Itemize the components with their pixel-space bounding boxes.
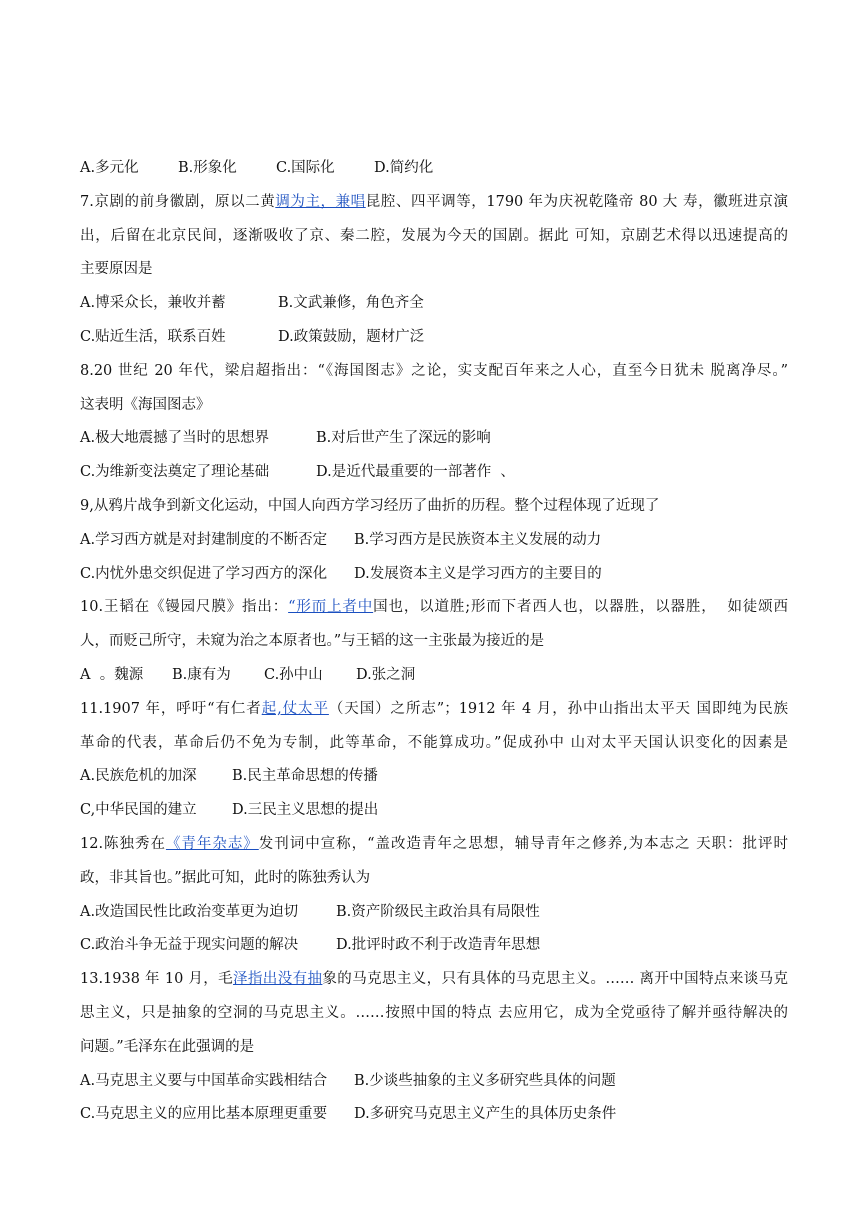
q6-option-c: C.国际化	[276, 160, 335, 176]
q11-stem-line-2: 革命的代表，革命后仍不免为专制，此等革命，不能算成功。”促成孙中 山对太平天国认识变化的因素是	[80, 734, 788, 751]
q12-link[interactable]: 《青年杂志》	[165, 835, 259, 852]
exam-page	[80, 152, 788, 1132]
q11-option-d: D.三民主义思想的提出	[232, 802, 379, 819]
q7-options-row-2	[80, 321, 788, 355]
q9-stem-line-1: 9,从鸦片战争到新文化运动，中国人向西方学习经历了曲折的历程。整个过程体现了近现了	[80, 497, 660, 514]
q13-option-d: D.多研究马克思主义产生的具体历史条件	[354, 1106, 617, 1123]
q6-option-d: D.简约化	[374, 160, 434, 176]
q10-options	[80, 659, 788, 693]
q10-option-c: C.孙中山	[264, 666, 323, 683]
q12-option-b: B.资产阶级民主政治具有局限性	[336, 903, 540, 920]
q11-option-a: A.民族危机的加深	[80, 768, 197, 785]
q11-options-row-2	[80, 794, 788, 828]
q7-stem-line-1	[80, 186, 788, 220]
q10-stem-line-2: 人，而贬己所守，未窥为治之本原者也。”与王韬的这一主张最为接近的是	[80, 633, 545, 650]
q7-option-c: C.贴近生活，联系百姓	[80, 328, 226, 345]
q9-options-row-2	[80, 558, 788, 592]
q10-stem-text-b: 国也，以道胜;形而下者西人也，以器胜，以器胜， 如徒颂西	[373, 599, 789, 616]
q11-options-row-1	[80, 760, 788, 794]
q13-options-row-2	[80, 1098, 788, 1132]
q13-option-b: B.少谈些抽象的主义多研究些具体的问题	[354, 1072, 616, 1089]
q9-option-a: A.学习西方就是对封建制度的不断否定	[80, 531, 328, 548]
q6-option-a: A.多元化	[80, 160, 139, 176]
q10-link[interactable]: “形而上者中	[288, 599, 374, 616]
q10-option-a: A 。魏源	[80, 666, 144, 683]
q7-link[interactable]: 调为主，兼唱	[275, 193, 366, 210]
q9-option-b: B.学习西方是民族资本主义发展的动力	[354, 531, 602, 548]
q7-options-row-1	[80, 287, 788, 321]
q8-stem-line-1: 8.20 世纪 20 年代，梁启超指出：“《海国图志》之论，实支配百年来之人心，直至今日犹未 脱离净尽。”	[80, 362, 788, 379]
q7-stem-text-a: 7.京剧的前身徽剧，原以二黄	[80, 193, 276, 210]
q9-options-row-1	[80, 524, 788, 558]
q11-option-c: C,中华民国的建立	[80, 802, 197, 819]
q9-option-c: C.内忧外患交织促进了学习西方的深化	[80, 565, 328, 582]
q12-option-c: C.政治斗争无益于现实问题的解决	[80, 937, 299, 954]
q7-stem-text-b: 昆腔、四平调等，1790 年为庆祝乾隆帝 80 大 寿，徽班进京演	[365, 193, 788, 210]
q8-options-row-1	[80, 422, 788, 456]
q6-option-b: B.形象化	[178, 160, 237, 176]
q7-stem-line-3: 主要原因是	[80, 261, 153, 278]
q10-stem-line-1	[80, 591, 788, 625]
q13-stem-text-a: 13.1938 年 10 月，毛	[80, 971, 234, 988]
q10-option-d: D.张之洞	[356, 666, 416, 683]
q12-option-a: A.改造国民性比政治变革更为迫切	[80, 903, 299, 920]
q13-option-c: C.马克思主义的应用比基本原理更重要	[80, 1106, 328, 1123]
q8-option-b: B.对后世产生了深远的影响	[316, 430, 491, 447]
q13-option-a: A.马克思主义要与中国革命实践相结合	[80, 1072, 328, 1089]
q11-stem-line-1	[80, 693, 788, 727]
q7-option-b: B.文武兼修，角色齐全	[278, 295, 424, 312]
q11-option-b: B.民主革命思想的传播	[232, 768, 378, 785]
q13-stem-line-2: 思主义，只是抽象的空洞的马克思主义。……按照中国的特点 去应用它，成为全党亟待了解并亟待解决的	[80, 1004, 788, 1021]
q11-stem-text-a: 11.1907 年，呼吁“有仁者	[80, 700, 262, 717]
q12-options-row-2	[80, 929, 788, 963]
q7-stem-line-2: 出，后留在北京民间，逐渐吸收了京、秦二腔，发展为今天的国剧。据此 可知，京剧艺术得以迅速提高的	[80, 227, 788, 244]
q13-stem-line-3: 问题。”毛泽东在此强调的是	[80, 1038, 255, 1055]
q13-stem-text-b: 象的马克思主义，只有具体的马克思主义。…… 离开中国特点来谈马克	[322, 971, 789, 988]
q12-stem-line-1	[80, 828, 788, 862]
q13-options-row-1	[80, 1065, 788, 1099]
q8-option-d: D.是近代最重要的一部著作 、	[316, 464, 515, 481]
q12-option-d: D.批评时政不利于改造青年思想	[336, 937, 541, 954]
q10-stem-text-a: 10.王韬在《镘园尺膜》指出：	[80, 599, 289, 616]
q13-stem-line-1	[80, 963, 788, 997]
q12-options-row-1	[80, 896, 788, 930]
q8-option-a: A.极大地震撼了当时的思想界	[80, 430, 270, 447]
q12-stem-text-a: 12.陈独秀在	[80, 835, 166, 852]
q12-stem-text-b: 发刊词中宣称，“盖改造青年之思想，辅导青年之修养,为本志之 天职：批评时	[258, 835, 788, 852]
q9-option-d: D.发展资本主义是学习西方的主要目的	[354, 565, 602, 582]
q6-options	[80, 152, 788, 186]
q7-option-d: D.政策鼓励，题材广泛	[278, 328, 425, 345]
q8-stem-line-2: 这表明《海国图志》	[80, 396, 211, 413]
q8-options-row-2	[80, 456, 788, 490]
q13-link[interactable]: 泽指出没有抽	[233, 971, 323, 988]
q7-option-a: A.博采众长，兼收并蓄	[80, 295, 226, 312]
q11-stem-text-b: （天国）之所志”；1912 年 4 月，孙中山指出太平天 国即纯为民族	[328, 700, 789, 717]
q11-link[interactable]: 起,仗太平	[261, 700, 329, 717]
q12-stem-line-2: 政，非其旨也。”据此可知，此时的陈独秀认为	[80, 869, 371, 886]
q10-option-b: B.康有为	[172, 666, 231, 683]
q8-option-c: C.为维新变法奠定了理论基础	[80, 464, 270, 481]
